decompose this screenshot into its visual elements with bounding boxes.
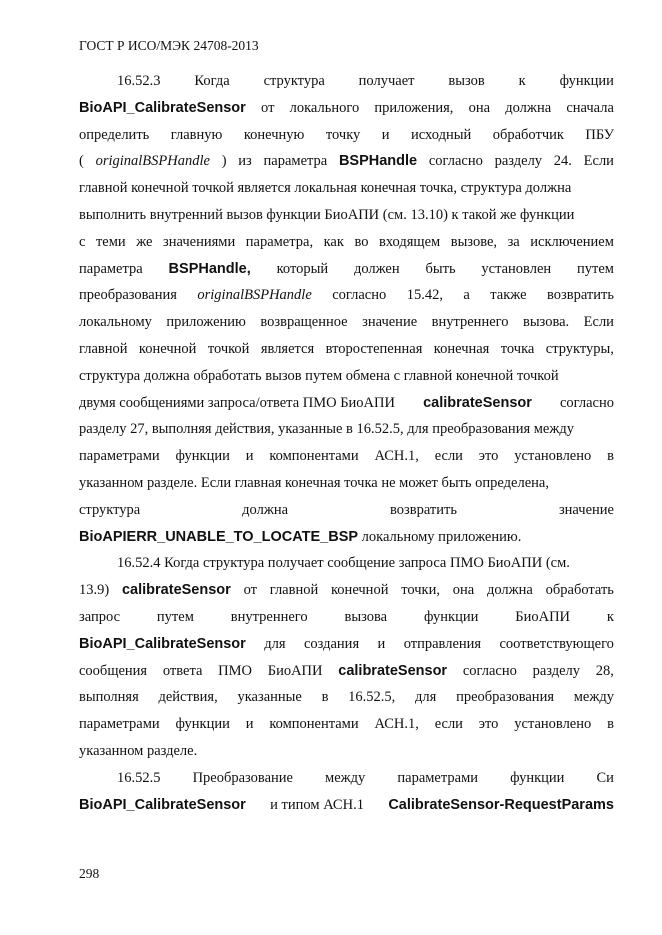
text-line <box>79 309 614 336</box>
text-fragment: главной <box>79 340 128 357</box>
text-fragment: внутреннего <box>230 608 308 625</box>
text-fragment: теми <box>95 233 126 250</box>
text-fragment: вызове, <box>450 233 498 250</box>
text-fragment: второстепенная <box>325 340 423 357</box>
text-fragment: между <box>573 689 614 706</box>
text-fragment: установлено <box>514 716 592 733</box>
code-identifier: BioAPIERR_UNABLE_TO_LOCATE_BSP <box>79 528 359 545</box>
text-fragment: точкой <box>207 340 250 357</box>
text-line <box>79 175 614 202</box>
code-identifier: BSPHandle <box>338 153 418 170</box>
text-fragment: 16.52.5 <box>117 769 161 786</box>
text-fragment: конечную <box>243 126 305 143</box>
text-line <box>79 256 614 283</box>
code-identifier: BioAPI_CalibrateSensor <box>79 796 246 813</box>
text-fragment: ПМО <box>218 662 252 679</box>
text-fragment: действия, <box>158 689 218 706</box>
text-fragment: ПБУ <box>585 126 614 143</box>
text-fragment: конечная <box>433 340 490 357</box>
text-line <box>79 68 614 95</box>
text-fragment: это <box>478 716 499 733</box>
text-fragment: же <box>136 233 153 250</box>
text-line <box>79 122 614 149</box>
text-fragment: для <box>415 689 437 706</box>
text-fragment: значение <box>558 501 614 518</box>
page-header: ГОСТ Р ИСО/МЭК 24708-2013 <box>79 38 259 53</box>
text-line <box>79 416 614 443</box>
text-fragment: точки, <box>401 582 440 599</box>
text-line <box>79 336 614 363</box>
text-fragment: должна <box>505 99 552 116</box>
text-line <box>79 711 614 738</box>
text-fragment: как <box>323 233 344 250</box>
text-fragment: должна <box>486 582 533 599</box>
code-identifier: BioAPI_CalibrateSensor <box>79 99 246 116</box>
code-identifier: CalibrateSensor-RequestParams <box>388 796 614 813</box>
text-line <box>79 631 614 658</box>
text-fragment: внутреннего <box>431 314 509 331</box>
text-fragment: вызов <box>448 73 485 89</box>
text-fragment: от <box>261 99 275 116</box>
text-fragment: локальному <box>79 314 152 331</box>
text-fragment: указанном разделе. <box>79 742 198 759</box>
text-fragment: параметрами <box>79 448 160 465</box>
text-fragment: соответствующего <box>499 635 614 652</box>
text-fragment: согласно <box>332 287 387 304</box>
text-fragment: 15.42, <box>406 287 443 304</box>
text-line <box>79 202 614 229</box>
text-fragment: функции <box>175 448 230 465</box>
text-fragment: конечной <box>331 582 389 599</box>
text-line <box>79 792 614 819</box>
text-fragment: сообщения <box>79 662 148 679</box>
text-fragment: от <box>243 582 257 599</box>
text-fragment: определить <box>79 126 150 143</box>
text-line <box>79 363 614 390</box>
italic-term: originalBSPHandle <box>197 287 312 304</box>
text-fragment: двумя сообщениями запроса/ответа ПМО БиоАПИ <box>79 394 395 411</box>
text-fragment: главной <box>269 582 319 599</box>
text-fragment: приложения, <box>374 99 454 116</box>
text-fragment: путем <box>156 608 194 625</box>
text-fragment: функции <box>559 73 614 89</box>
text-fragment: структура <box>263 73 325 89</box>
text-fragment: главной конечной точкой является локальная конечная точка, структура должна <box>79 180 572 197</box>
text-fragment: Преобразование <box>192 769 293 786</box>
text-line <box>79 684 614 711</box>
code-identifier: calibrateSensor <box>338 662 448 679</box>
text-fragment: получает <box>358 73 415 89</box>
text-fragment: путем <box>576 260 614 277</box>
text-fragment: преобразования <box>456 689 554 706</box>
text-fragment: Если <box>583 314 614 331</box>
text-fragment: параметрами <box>79 716 160 733</box>
text-fragment: к <box>606 608 614 625</box>
text-fragment: должна <box>242 501 289 518</box>
text-fragment: в <box>607 716 614 733</box>
text-line <box>79 604 614 631</box>
text-fragment: параметрами <box>397 769 479 786</box>
text-line <box>79 497 614 524</box>
text-fragment: согласно <box>428 153 483 170</box>
text-fragment: с <box>79 233 86 250</box>
text-fragment: АСН.1, <box>374 448 419 465</box>
text-fragment: Если <box>583 153 614 170</box>
text-fragment: структура должна обработать вызов путем обмена с главной конечной точкой <box>79 367 559 384</box>
text-fragment: АСН.1, <box>374 716 419 733</box>
text-fragment: установлен <box>481 260 552 277</box>
text-fragment: приложению <box>166 314 246 331</box>
text-fragment: исходный <box>411 126 472 143</box>
text-fragment: ) <box>221 153 227 170</box>
text-fragment: и типом АСН.1 <box>270 796 364 813</box>
text-fragment: компонентами <box>269 716 359 733</box>
text-fragment: она <box>452 582 475 599</box>
text-fragment: запрос <box>79 608 121 625</box>
text-fragment: локальному приложению. <box>358 528 522 545</box>
text-fragment: вызова <box>344 608 388 625</box>
text-fragment: в <box>321 689 329 706</box>
text-fragment: и <box>245 448 254 465</box>
text-fragment: вызова. <box>522 314 570 331</box>
text-fragment: указанном разделе. Если главная конечная точка не может быть определена, <box>79 474 549 491</box>
text-fragment: обработать <box>545 582 614 599</box>
text-fragment: если <box>434 448 463 465</box>
text-fragment: компонентами <box>269 448 359 465</box>
text-fragment: 16.52.4 Когда структура получает сообщение запроса ПМО БиоАПИ (см. <box>117 555 570 572</box>
text-fragment: возвращенное <box>260 314 348 331</box>
text-fragment: точку <box>325 126 361 143</box>
text-line <box>79 550 614 577</box>
text-fragment: значениями <box>163 233 236 250</box>
text-line <box>79 443 614 470</box>
text-fragment: быть <box>425 260 456 277</box>
text-fragment: и <box>245 716 254 733</box>
text-fragment: к <box>518 73 526 89</box>
text-fragment: из <box>238 153 252 170</box>
text-line <box>79 577 614 604</box>
text-fragment: для <box>264 635 286 652</box>
code-identifier: calibrateSensor <box>121 582 231 599</box>
text-fragment: который <box>276 260 329 277</box>
text-fragment: параметра <box>263 153 328 170</box>
text-fragment: функции <box>424 608 479 625</box>
text-fragment: а <box>463 287 470 304</box>
text-fragment: разделу 27, выполняя действия, указанные в 16.52.5, для преобразования между <box>79 421 575 438</box>
page-number: 298 <box>79 866 100 881</box>
text-fragment: Когда <box>194 73 230 89</box>
text-fragment: согласно <box>559 394 614 411</box>
text-line <box>79 148 614 175</box>
text-fragment: преобразования <box>79 287 177 304</box>
text-fragment: ответа <box>162 662 203 679</box>
text-fragment: исключением <box>530 233 614 250</box>
text-fragment: является <box>260 340 315 357</box>
text-line <box>79 390 614 417</box>
text-fragment: функции <box>510 769 565 786</box>
text-fragment: согласно <box>462 662 517 679</box>
text-fragment: функции <box>175 716 230 733</box>
text-fragment: структура <box>79 501 141 518</box>
text-fragment: главную <box>170 126 223 143</box>
text-fragment: отправления <box>403 635 482 652</box>
text-fragment: БиоАПИ <box>515 608 571 625</box>
text-fragment: между <box>325 769 366 786</box>
text-fragment: должен <box>353 260 400 277</box>
italic-term: originalBSPHandle <box>95 153 210 170</box>
document-body <box>79 68 614 818</box>
text-fragment: конечной <box>138 340 197 357</box>
code-identifier: calibrateSensor <box>423 394 532 411</box>
text-fragment: БиоАПИ <box>267 662 323 679</box>
text-line <box>79 738 614 765</box>
text-fragment: создания <box>303 635 360 652</box>
text-line <box>79 765 614 792</box>
text-fragment: и <box>377 635 386 652</box>
code-identifier: BioAPI_CalibrateSensor <box>79 635 246 652</box>
text-fragment: 24. <box>553 153 572 170</box>
text-fragment: во <box>354 233 369 250</box>
text-fragment: разделу <box>494 153 543 170</box>
text-fragment: возвратить <box>547 287 614 304</box>
text-fragment: за <box>507 233 520 250</box>
text-line <box>79 95 614 122</box>
text-fragment: выполнить внутренний вызов функции БиоАПИ (см. 13.10) к такой же функции <box>79 206 575 223</box>
text-fragment: возвратить <box>390 501 457 518</box>
text-fragment: Си <box>596 769 614 786</box>
text-fragment: ( <box>79 153 84 170</box>
text-fragment: локального <box>289 99 360 116</box>
text-line <box>79 658 614 685</box>
text-fragment: указанные <box>237 689 302 706</box>
text-line <box>79 470 614 497</box>
text-fragment: точка <box>500 340 535 357</box>
text-fragment: структуры, <box>545 340 614 357</box>
code-identifier: BSPHandle, <box>168 260 251 277</box>
text-fragment: входящем <box>378 233 441 250</box>
text-fragment: установлено <box>514 448 592 465</box>
text-fragment: 13.9) <box>79 582 110 599</box>
text-fragment: обработчик <box>492 126 564 143</box>
text-line <box>79 282 614 309</box>
text-fragment: это <box>478 448 499 465</box>
text-fragment: сначала <box>566 99 614 116</box>
text-line <box>79 524 614 551</box>
text-fragment: 16.52.5, <box>348 689 396 706</box>
text-fragment: параметра, <box>245 233 314 250</box>
text-fragment: если <box>434 716 463 733</box>
text-fragment: и <box>381 126 390 143</box>
text-fragment: 28, <box>595 662 614 679</box>
text-fragment: также <box>490 287 527 304</box>
text-fragment: выполняя <box>79 689 139 706</box>
text-fragment: разделу <box>532 662 581 679</box>
text-fragment: значение <box>362 314 418 331</box>
text-fragment: 16.52.3 <box>117 73 161 89</box>
text-fragment: параметра <box>79 260 143 277</box>
text-line <box>79 229 614 256</box>
text-fragment: она <box>468 99 491 116</box>
text-fragment: в <box>607 448 614 465</box>
